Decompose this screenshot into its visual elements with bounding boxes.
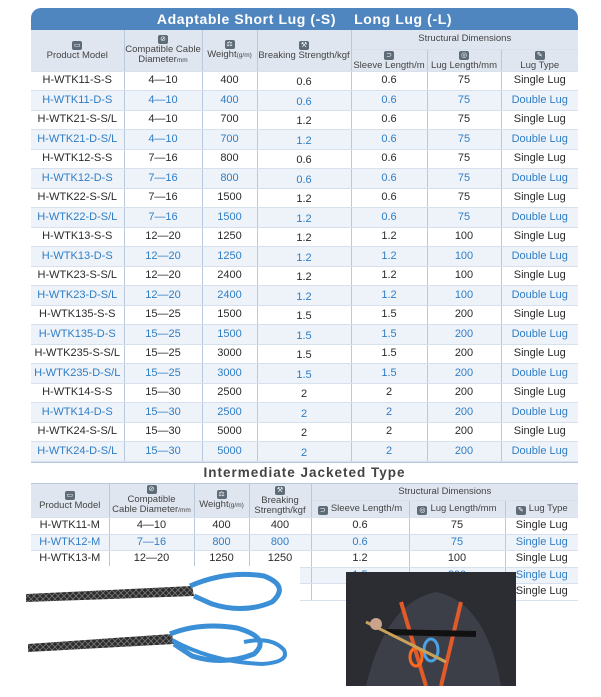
col2-header-diameter: ⊘ Compatible Cable Diameter/mm bbox=[109, 484, 194, 518]
grip-mesh-bottom bbox=[28, 634, 174, 652]
lug-cell-weight: 3000 bbox=[202, 364, 257, 384]
jacketed-cell-lug-length: 75 bbox=[409, 518, 505, 535]
cable-grip-photo bbox=[22, 566, 300, 680]
lug-cell-lug-type: Single Lug bbox=[501, 227, 578, 247]
lug-cell-sleeve: 1.2 bbox=[351, 227, 427, 247]
sleeve-icon: ⊃ bbox=[318, 506, 328, 515]
lug-cell-lug-length: 200 bbox=[427, 364, 501, 384]
lug-cell-sleeve: 1.5 bbox=[351, 364, 427, 384]
col2-header-structural: Structural Dimensions bbox=[311, 484, 578, 501]
lug-spec-table bbox=[31, 30, 578, 462]
lug-cell-model: H-WTK12-D-S bbox=[31, 169, 124, 189]
lug-cell-model: H-WTK14-D-S bbox=[31, 403, 124, 423]
lug-cell-sleeve: 2 bbox=[351, 442, 427, 462]
section2-title: Intermediate Jacketed Type bbox=[31, 462, 578, 484]
lug-cell-model: H-WTK12-S-S bbox=[31, 149, 124, 169]
table-row bbox=[31, 130, 578, 150]
lug-cell-lug-type: Single Lug bbox=[501, 110, 578, 130]
table-row bbox=[31, 442, 578, 462]
lug-cell-lug-type: Single Lug bbox=[501, 383, 578, 403]
lug-cell-breaking: 1.2 bbox=[257, 208, 351, 228]
table-row bbox=[31, 383, 578, 403]
table-row bbox=[31, 91, 578, 111]
lug-cell-weight: 1250 bbox=[202, 227, 257, 247]
lug-cell-sleeve: 2 bbox=[351, 422, 427, 442]
table-row bbox=[31, 208, 578, 228]
lug-cell-diameter: 15—30 bbox=[124, 403, 202, 423]
lug-cell-lug-length: 200 bbox=[427, 422, 501, 442]
jacketed-cell-lug-type: Single Lug bbox=[505, 584, 578, 601]
col-header-breaking: ⚒ Breaking Strength/kgf bbox=[257, 30, 351, 71]
lug-cell-sleeve: 0.6 bbox=[351, 110, 427, 130]
banner-long-lug: Long Lug (-L) bbox=[354, 11, 453, 27]
lug-cell-lug-type: Single Lug bbox=[501, 266, 578, 286]
lug-cell-diameter: 12—20 bbox=[124, 266, 202, 286]
lug-cell-model: H-WTK24-S-S/L bbox=[31, 422, 124, 442]
lug-cell-model: H-WTK235-D-S/L bbox=[31, 364, 124, 384]
lug-cell-breaking: 1.2 bbox=[257, 188, 351, 208]
lug-cell-sleeve: 1.2 bbox=[351, 247, 427, 267]
table-row bbox=[31, 534, 578, 551]
lug-cell-model: H-WTK135-S-S bbox=[31, 305, 124, 325]
cable-grip-illustration bbox=[22, 566, 300, 680]
lug-cell-model: H-WTK235-S-S/L bbox=[31, 344, 124, 364]
lug-cell-lug-length: 75 bbox=[427, 91, 501, 111]
lug-cell-sleeve: 2 bbox=[351, 403, 427, 423]
lug-cell-lug-type: Double Lug bbox=[501, 442, 578, 462]
lug-cell-breaking: 1.2 bbox=[257, 247, 351, 267]
lug-cell-lug-type: Single Lug bbox=[501, 422, 578, 442]
lug-cell-lug-length: 100 bbox=[427, 247, 501, 267]
lug-cell-diameter: 15—30 bbox=[124, 422, 202, 442]
lug-cell-diameter: 15—25 bbox=[124, 344, 202, 364]
lug-cell-weight: 3000 bbox=[202, 344, 257, 364]
jacketed-cell-lug-type: Single Lug bbox=[505, 534, 578, 551]
lug-cell-breaking: 0.6 bbox=[257, 91, 351, 111]
lug-cell-lug-length: 200 bbox=[427, 305, 501, 325]
jacketed-cell-diameter: 12—20 bbox=[109, 551, 194, 568]
col2-header-lug-type: ✎ Lug Type bbox=[505, 501, 578, 518]
lug-cell-breaking: 2 bbox=[257, 403, 351, 423]
sleeve-icon: ⊃ bbox=[384, 51, 394, 60]
lug-cell-diameter: 12—20 bbox=[124, 286, 202, 306]
lug-cell-lug-type: Single Lug bbox=[501, 188, 578, 208]
lug-cell-model: H-WTK21-D-S/L bbox=[31, 130, 124, 150]
lug-cell-weight: 1250 bbox=[202, 247, 257, 267]
col-header-lug-type: ✎ Lug Type bbox=[501, 49, 578, 71]
jacketed-cell-diameter: 7—16 bbox=[109, 534, 194, 551]
lug-cell-lug-type: Double Lug bbox=[501, 325, 578, 345]
diameter-icon: ⊘ bbox=[147, 485, 157, 494]
lug-cell-lug-length: 75 bbox=[427, 110, 501, 130]
lug-cell-breaking: 0.6 bbox=[257, 71, 351, 91]
lug-cell-model: H-WTK22-D-S/L bbox=[31, 208, 124, 228]
col-header-weight: ⚖ Weight(g/m) bbox=[202, 30, 257, 71]
weight-icon: ⚖ bbox=[226, 41, 233, 49]
table-row bbox=[31, 227, 578, 247]
lug-cell-lug-length: 100 bbox=[427, 266, 501, 286]
table-row bbox=[31, 169, 578, 189]
lug-cell-breaking: 0.6 bbox=[257, 149, 351, 169]
lug-cell-model: H-WTK23-S-S/L bbox=[31, 266, 124, 286]
lug-cell-model: H-WTK13-D-S bbox=[31, 247, 124, 267]
section1-banner bbox=[31, 8, 578, 30]
jacketed-cell-weight: 1250 bbox=[194, 551, 249, 568]
jacketed-cell-breaking: 400 bbox=[249, 518, 311, 535]
lug-cell-weight: 800 bbox=[202, 149, 257, 169]
lug-length-icon: ◎ bbox=[419, 506, 426, 514]
lug-cell-sleeve: 1.2 bbox=[351, 286, 427, 306]
lug-cell-lug-type: Double Lug bbox=[501, 286, 578, 306]
lug-cell-breaking: 0.6 bbox=[257, 169, 351, 189]
lug-cell-model: H-WTK22-S-S/L bbox=[31, 188, 124, 208]
lug-cell-model: H-WTK11-D-S bbox=[31, 91, 124, 111]
lug-cell-breaking: 1.5 bbox=[257, 344, 351, 364]
lug-cell-diameter: 15—30 bbox=[124, 442, 202, 462]
lug-cell-lug-type: Double Lug bbox=[501, 169, 578, 189]
lug-cell-model: H-WTK23-D-S/L bbox=[31, 286, 124, 306]
lug-cell-model: H-WTK24-D-S/L bbox=[31, 442, 124, 462]
lug-cell-weight: 1500 bbox=[202, 188, 257, 208]
table-row bbox=[31, 364, 578, 384]
lug-cell-lug-length: 100 bbox=[427, 286, 501, 306]
lug-cell-breaking: 2 bbox=[257, 422, 351, 442]
lug-cell-lug-length: 75 bbox=[427, 188, 501, 208]
lug-cell-breaking: 1.2 bbox=[257, 266, 351, 286]
lug-cell-lug-length: 100 bbox=[427, 227, 501, 247]
jacketed-cell-lug-type: Single Lug bbox=[505, 567, 578, 584]
lug-cell-lug-type: Single Lug bbox=[501, 149, 578, 169]
jacketed-cell-lug-type: Single Lug bbox=[505, 518, 578, 535]
lug-cell-sleeve: 1.5 bbox=[351, 325, 427, 345]
table-row bbox=[31, 403, 578, 423]
jacketed-cell-weight: 400 bbox=[194, 518, 249, 535]
lug-cell-weight: 700 bbox=[202, 110, 257, 130]
table-row bbox=[31, 188, 578, 208]
lug-cell-diameter: 4—10 bbox=[124, 130, 202, 150]
jacketed-cell-breaking: 800 bbox=[249, 534, 311, 551]
lug-cell-sleeve: 0.6 bbox=[351, 188, 427, 208]
jacketed-cell-weight: 800 bbox=[194, 534, 249, 551]
lug-cell-breaking: 1.2 bbox=[257, 130, 351, 150]
lug-cell-breaking: 1.5 bbox=[257, 305, 351, 325]
col-header-structural: Structural Dimensions bbox=[351, 30, 578, 49]
lug-cell-lug-length: 200 bbox=[427, 442, 501, 462]
lug-cell-lug-length: 200 bbox=[427, 383, 501, 403]
lug-cell-lug-length: 75 bbox=[427, 169, 501, 189]
lug-cell-lug-length: 200 bbox=[427, 325, 501, 345]
lug-cell-model: H-WTK11-S-S bbox=[31, 71, 124, 91]
breaking-strength-icon: ⚒ bbox=[300, 41, 308, 49]
jacketed-cell-breaking: 1250 bbox=[249, 551, 311, 568]
lug-cell-weight: 800 bbox=[202, 169, 257, 189]
harness-worker-photo bbox=[346, 572, 516, 686]
lug-cell-sleeve: 2 bbox=[351, 383, 427, 403]
table-row bbox=[31, 71, 578, 91]
table-row bbox=[31, 247, 578, 267]
lug-cell-diameter: 4—10 bbox=[124, 71, 202, 91]
col2-header-lug-length: ◎ Lug Length/mm bbox=[409, 501, 505, 518]
table-row bbox=[31, 149, 578, 169]
lug-cell-diameter: 7—16 bbox=[124, 208, 202, 228]
col-header-diameter: ⊘ Compatible Cable Diametermm bbox=[124, 30, 202, 71]
grip-mesh-top bbox=[26, 586, 194, 602]
lug-length-icon: ◎ bbox=[460, 51, 468, 59]
lug-cell-weight: 2500 bbox=[202, 383, 257, 403]
lug-cell-sleeve: 0.6 bbox=[351, 149, 427, 169]
lug-cell-sleeve: 0.6 bbox=[351, 91, 427, 111]
lug-cell-model: H-WTK21-S-S/L bbox=[31, 110, 124, 130]
lug-cell-lug-length: 75 bbox=[427, 149, 501, 169]
lug-cell-lug-type: Single Lug bbox=[501, 305, 578, 325]
lug-cell-breaking: 1.5 bbox=[257, 364, 351, 384]
lug-cell-weight: 5000 bbox=[202, 442, 257, 462]
jacketed-cell-sleeve: 0.6 bbox=[311, 534, 409, 551]
lug-cell-breaking: 1.5 bbox=[257, 325, 351, 345]
lug-cell-model: H-WTK135-D-S bbox=[31, 325, 124, 345]
lug-cell-diameter: 15—25 bbox=[124, 364, 202, 384]
lug-cell-weight: 2500 bbox=[202, 403, 257, 423]
jacketed-cell-model: H-WTK11-M bbox=[31, 518, 109, 535]
lug-cell-breaking: 1.2 bbox=[257, 110, 351, 130]
jacketed-cell-sleeve: 0.6 bbox=[311, 518, 409, 535]
lug-cell-lug-length: 200 bbox=[427, 344, 501, 364]
lug-cell-sleeve: 0.6 bbox=[351, 208, 427, 228]
lug-cell-diameter: 7—16 bbox=[124, 188, 202, 208]
lug-cell-sleeve: 0.6 bbox=[351, 169, 427, 189]
model-icon: ▭ bbox=[73, 41, 81, 49]
lug-cell-weight: 1500 bbox=[202, 305, 257, 325]
lug-cell-lug-type: Double Lug bbox=[501, 247, 578, 267]
lug-type-icon: ✎ bbox=[516, 506, 526, 515]
lug-cell-breaking: 2 bbox=[257, 442, 351, 462]
lug-cell-diameter: 15—25 bbox=[124, 325, 202, 345]
lug-cell-model: H-WTK14-S-S bbox=[31, 383, 124, 403]
table-row bbox=[31, 325, 578, 345]
lug-cell-weight: 1500 bbox=[202, 208, 257, 228]
lug-cell-lug-type: Single Lug bbox=[501, 344, 578, 364]
lug-cell-lug-length: 75 bbox=[427, 208, 501, 228]
col2-header-weight: ⚖ Weight(g/m) bbox=[194, 484, 249, 518]
table-row bbox=[31, 305, 578, 325]
lug-cell-lug-type: Double Lug bbox=[501, 364, 578, 384]
col-header-sleeve: ⊃ Sleeve Length/m bbox=[351, 49, 427, 71]
lug-cell-weight: 1500 bbox=[202, 325, 257, 345]
lug-type-icon: ✎ bbox=[535, 51, 545, 60]
lug-cell-lug-length: 75 bbox=[427, 71, 501, 91]
table-row bbox=[31, 266, 578, 286]
jacketed-cell-model: H-WTK12-M bbox=[31, 534, 109, 551]
lug-cell-weight: 400 bbox=[202, 71, 257, 91]
lug-cell-diameter: 7—16 bbox=[124, 169, 202, 189]
jacketed-cell-model: H-WTK13-M bbox=[31, 551, 109, 568]
table-row bbox=[31, 551, 578, 568]
col-header-model: ▭ Product Model bbox=[31, 30, 124, 71]
lug-cell-diameter: 4—10 bbox=[124, 110, 202, 130]
lug-cell-model: H-WTK13-S-S bbox=[31, 227, 124, 247]
col2-header-breaking: ⚒ Breaking Strength/kgf bbox=[249, 484, 311, 518]
lug-cell-weight: 2400 bbox=[202, 286, 257, 306]
lug-cell-sleeve: 0.6 bbox=[351, 71, 427, 91]
spec-sheet bbox=[31, 8, 578, 601]
lug-cell-diameter: 4—10 bbox=[124, 91, 202, 111]
table-row bbox=[31, 110, 578, 130]
table-row bbox=[31, 518, 578, 535]
lug-cell-lug-type: Double Lug bbox=[501, 130, 578, 150]
jacketed-cell-sleeve: 1.2 bbox=[311, 551, 409, 568]
lug-cell-weight: 2400 bbox=[202, 266, 257, 286]
lug-cell-breaking: 1.2 bbox=[257, 227, 351, 247]
lug-cell-lug-length: 75 bbox=[427, 130, 501, 150]
lug-cell-lug-type: Single Lug bbox=[501, 71, 578, 91]
lug-cell-diameter: 7—16 bbox=[124, 149, 202, 169]
table-row bbox=[31, 286, 578, 306]
lug-cell-breaking: 2 bbox=[257, 383, 351, 403]
lug-cell-diameter: 15—25 bbox=[124, 305, 202, 325]
lug-cell-weight: 5000 bbox=[202, 422, 257, 442]
jacketed-cell-lug-length: 100 bbox=[409, 551, 505, 568]
breaking-strength-icon: ⚒ bbox=[276, 486, 284, 494]
lug-cell-weight: 700 bbox=[202, 130, 257, 150]
lug-cell-lug-type: Double Lug bbox=[501, 403, 578, 423]
lug-cell-sleeve: 1.5 bbox=[351, 305, 427, 325]
table-row bbox=[31, 344, 578, 364]
lug-cell-diameter: 12—20 bbox=[124, 227, 202, 247]
diameter-icon: ⊘ bbox=[158, 35, 168, 44]
banner-short-lug: Adaptable Short Lug (-S) bbox=[156, 11, 337, 27]
jacketed-cell-lug-length: 75 bbox=[409, 534, 505, 551]
lug-cell-diameter: 12—20 bbox=[124, 247, 202, 267]
weight-icon: ⚖ bbox=[218, 491, 225, 499]
jacketed-cell-lug-type: Single Lug bbox=[505, 551, 578, 568]
col2-header-sleeve: ⊃ Sleeve Length/m bbox=[311, 501, 409, 518]
col2-header-model: ▭ Product Model bbox=[31, 484, 109, 518]
lug-cell-sleeve: 1.2 bbox=[351, 266, 427, 286]
harness-illustration bbox=[346, 572, 516, 686]
lug-cell-lug-length: 200 bbox=[427, 403, 501, 423]
col-header-lug-length: ◎ Lug Length/mm bbox=[427, 49, 501, 71]
lug-cell-breaking: 1.2 bbox=[257, 286, 351, 306]
lug-cell-lug-type: Double Lug bbox=[501, 208, 578, 228]
lug-cell-sleeve: 0.6 bbox=[351, 130, 427, 150]
lug-cell-diameter: 15—30 bbox=[124, 383, 202, 403]
lug-cell-lug-type: Double Lug bbox=[501, 91, 578, 111]
table-row bbox=[31, 422, 578, 442]
model-icon: ▭ bbox=[66, 491, 74, 499]
grip-loop-top bbox=[190, 574, 279, 608]
jacketed-cell-diameter: 4—10 bbox=[109, 518, 194, 535]
lug-cell-weight: 400 bbox=[202, 91, 257, 111]
lug-cell-sleeve: 1.5 bbox=[351, 344, 427, 364]
